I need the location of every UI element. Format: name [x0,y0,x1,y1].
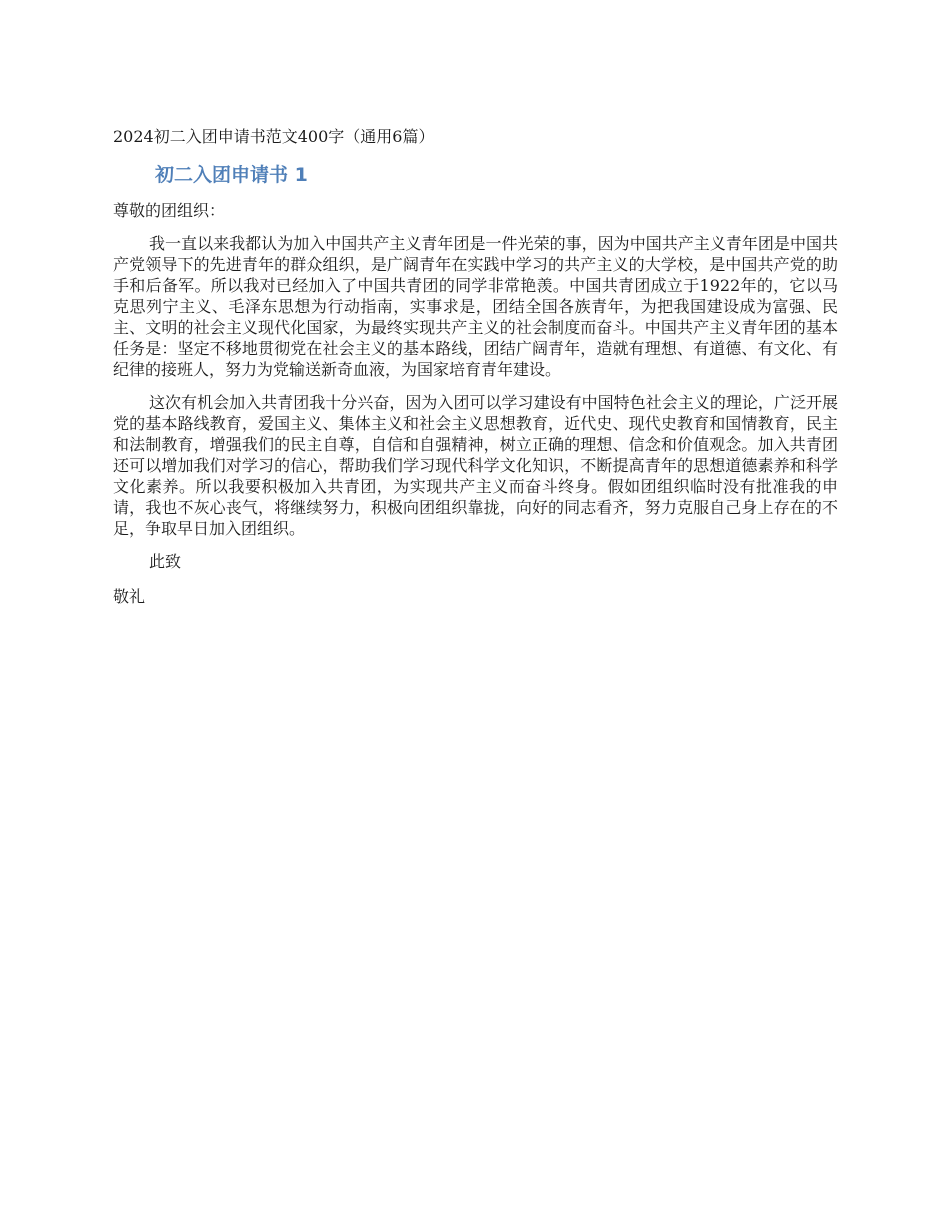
salutation: 尊敬的团组织： [113,201,226,220]
closing-line: 此致 [149,552,182,571]
document-content [113,126,838,607]
document-title: 2024初二入团申请书范文400字（通用6篇） [113,127,435,146]
body-paragraph-1: 我一直以来我都认为加入中国共产主义青年团是一件光荣的事，因为中国共产主义青年团是中国共产党领导下的先进青年的群众组织，是广阔青年在实践中学习的共产主义的大学校，是中国共产党的助手和后备军。所以我对已经加入了中国共青团的同学非常艳羡。中国共青团成立于1922年的，它以马克思列宁主义、毛泽东思想为行动指南，实事求是，团结全国各族青年，为把我国建设成为富强、民主、文明的社会主义现代化国家，为最终实现共产主义的社会制度而奋斗。中国共产主义青年团的基本任务是：坚定不移地贯彻党在社会主义的基本路线，团结广阔青年，造就有理想、有道德、有文化、有纪律的接班人，努力为党输送新奇血液，为国家培育青年建设。 [113,234,838,379]
regards-line: 敬礼 [113,587,146,606]
body-paragraph-2: 这次有机会加入共青团我十分兴奋，因为入团可以学习建设有中国特色社会主义的理论，广泛开展党的基本路线教育，爱国主义、集体主义和社会主义思想教育，近代史、现代史教育和国情教育，民主和法制教育，增强我们的民主自尊，自信和自强精神，树立正确的理想、信念和价值观念。加入共青团还可以增加我们对学习的信心，帮助我们学习现代科学文化知识，不断提高青年的思想道德素养和科学文化素养。所以我要积极加入共青团，为实现共产主义而奋斗终身。假如团组织临时没有批准我的申请，我也不灰心丧气，将继续努力，积极向团组织靠拢，向好的同志看齐，努力克服自己身上存在的不足，争取早日加入团组织。 [113,393,838,538]
section-heading: 初二入团申请书 1 [155,164,308,186]
